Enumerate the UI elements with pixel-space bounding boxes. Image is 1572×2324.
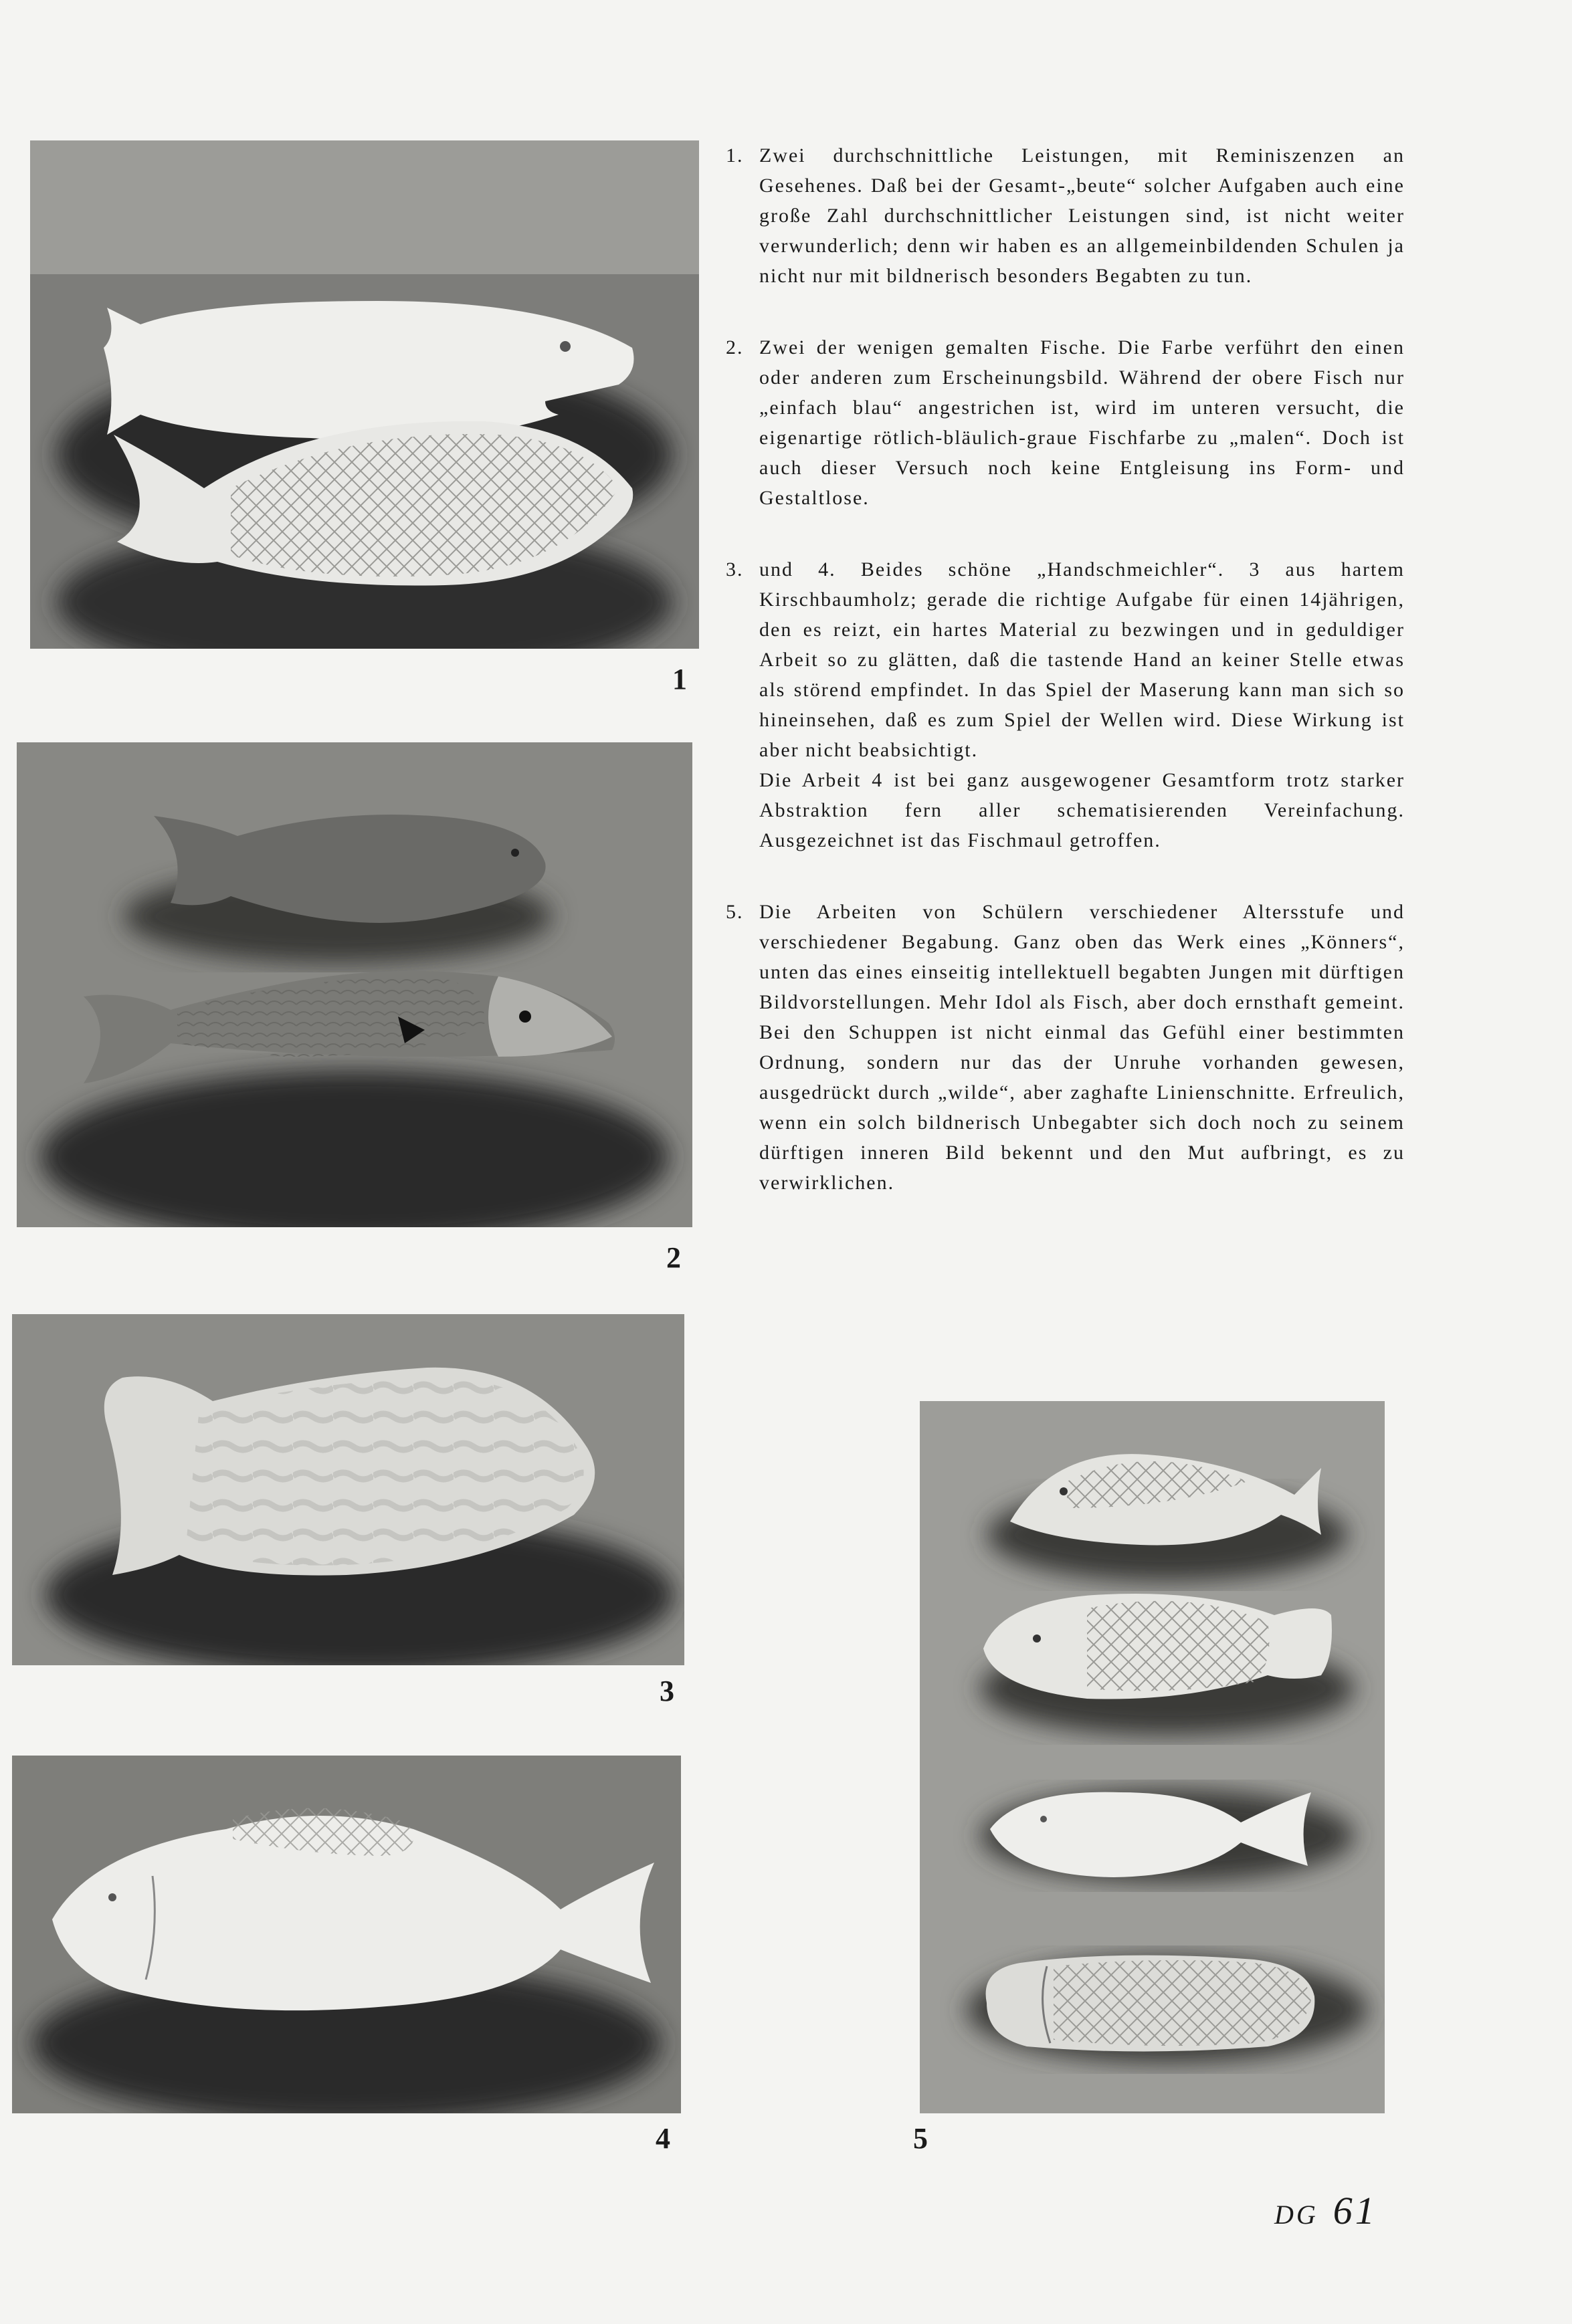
photo-fig2 xyxy=(17,742,692,1227)
caption-1 xyxy=(726,140,1405,291)
caption-column xyxy=(726,140,1405,1239)
caption-text: Zwei der wenigen gemalten Fische. Die Farbe verführt den einen oder anderen zum Erscheinungsbild. Während der obere Fisch nur „einfach blau“ angestrichen ist, wird im unteren versucht, die eigenartige rötlich-bläulich-graue Fischfarbe zu „malen“. Doch ist auch dieser Versuch noch keine Entgleisung ins Form- und Gestaltlose. xyxy=(759,336,1405,509)
caption-text: Zwei durchschnittliche Leistungen, mit Reminiszenzen an Gesehenes. Daß bei der Gesamt-„beute“ solcher Aufgaben auch eine große Zahl durchschnittlicher Leistungen sind, ist nicht weiter verwunderlich; denn wir haben es an allgemeinbildenden Schulen ja nicht nur mit bildnerisch besonders Begabten zu tun. xyxy=(759,144,1405,287)
page-folio xyxy=(1274,2188,1377,2233)
caption-number: 5. xyxy=(726,901,744,923)
photo-fig3 xyxy=(12,1314,684,1665)
caption-text: Die Arbeit 4 ist bei ganz ausgewogener Gesamtform trotz starker Abstraktion fern aller schematisierenden Vereinfachung. Ausgezeichnet ist das Fischmaul getroffen. xyxy=(759,769,1405,851)
figure-number-2: 2 xyxy=(666,1241,681,1274)
photo-fig5 xyxy=(920,1401,1385,2113)
caption-3-4 xyxy=(726,554,1405,855)
caption-text: und 4. Beides schöne „Handschmeichler“. 3 aus hartem Kirschbaumholz; gerade die richtige Aufgabe für einen 14jährigen, den es reizt, ein hartes Material zu bezwingen und in geduldiger Arbeit so zu glätten, daß die tastende Hand an keiner Stelle etwas als störend empfindet. In das Spiel der Maserung kann man sich so hineinsehen, daß es zum Spiel der Wellen wird. Diese Wirkung ist aber nicht beabsichtigt. xyxy=(759,558,1405,761)
photo-fig1 xyxy=(30,140,699,649)
caption-text: Die Arbeiten von Schülern verschiedener Altersstufe und verschiedener Begabung. Ganz oben das Werk eines „Könners“, unten das eines einseitig intellektuell begabten Jungen mit dürftigen Bildvorstellungen. Mehr Idol als Fisch, aber doch ernsthaft gemeint. Bei den Schuppen ist nicht einmal das Gefühl einer bestimmten Ordnung, sondern nur das der Unruhe vorhanden gewesen, ausgedrückt durch „wilde“, aber zaghafte Linienschnitte. Erfreulich, wenn ein solch bildnerisch Unbegabter sich doch noch zu seinem dürftigen inneren Bild bekennt und den Mut aufbringt, es zu verwirklichen. xyxy=(759,901,1405,1194)
caption-number: 1. xyxy=(726,144,744,167)
photo-fig4 xyxy=(12,1756,681,2113)
caption-number: 2. xyxy=(726,336,744,358)
page-number: 61 xyxy=(1333,2189,1377,2232)
folio-prefix: DG xyxy=(1274,2200,1318,2230)
figure-number-4: 4 xyxy=(656,2122,670,2155)
caption-number: 3. xyxy=(726,558,744,580)
caption-5 xyxy=(726,897,1405,1198)
figure-number-1: 1 xyxy=(672,663,687,696)
caption-2 xyxy=(726,332,1405,513)
figure-number-3: 3 xyxy=(660,1675,674,1707)
figure-number-5: 5 xyxy=(913,2122,928,2155)
